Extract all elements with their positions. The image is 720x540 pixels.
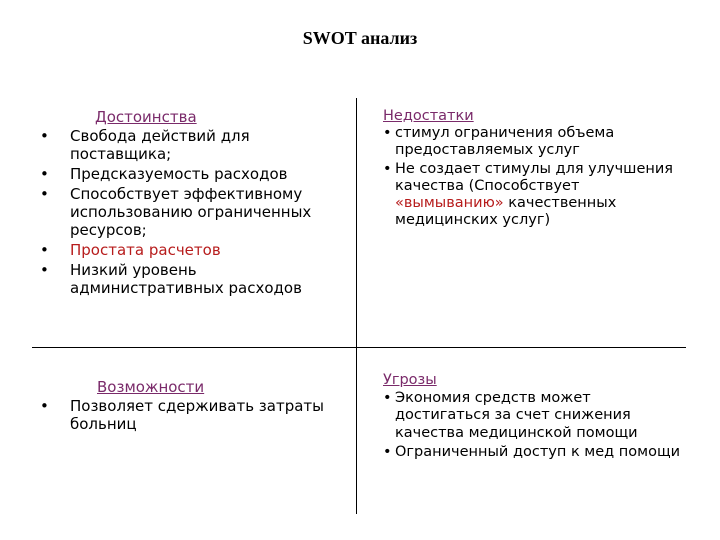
bullet-icon: • xyxy=(40,241,49,259)
list-item: • Свобода действий для поставщика; xyxy=(40,127,250,163)
bullet-icon: • xyxy=(383,389,392,406)
threats-heading: Угрозы xyxy=(383,372,437,388)
page-title: SWOT анализ xyxy=(302,28,418,48)
list-item: • Не создает стимулы для улучшения качества (Способствует «вымыванию» качественных медицинских услуг) xyxy=(383,161,673,228)
bullet-icon: • xyxy=(40,397,49,415)
opportunities-list xyxy=(40,397,350,433)
bullet-icon: • xyxy=(40,261,49,279)
bullet-icon: • xyxy=(383,125,392,141)
opportunities-quadrant xyxy=(40,378,350,435)
bullet-icon: • xyxy=(40,127,49,145)
bullet-icon: • xyxy=(383,444,392,460)
list-item: • Способствует эффективному использованию ограниченных ресурсов; xyxy=(40,185,312,239)
list-item: • Ограниченный доступ к мед помощи xyxy=(383,444,681,460)
strengths-heading: Достоинства xyxy=(95,108,197,126)
list-item: • Позволяет сдерживать затраты больниц xyxy=(40,397,325,433)
horizontal-divider xyxy=(32,347,686,348)
bullet-icon: • xyxy=(383,161,392,177)
strengths-quadrant xyxy=(40,108,350,299)
threats-quadrant xyxy=(383,372,683,462)
opportunities-heading: Возможности xyxy=(97,378,205,396)
list-item: • Предсказуемость расходов xyxy=(40,165,288,183)
bullet-icon: • xyxy=(40,185,49,203)
list-item: • стимул ограничения объема предоставляемых услуг xyxy=(383,125,615,158)
weaknesses-heading: Недостатки xyxy=(383,108,474,124)
bullet-icon: • xyxy=(40,165,49,183)
weaknesses-quadrant xyxy=(383,108,683,229)
list-item: • Простата расчетов xyxy=(40,241,221,259)
list-item: • Низкий уровень административных расходов xyxy=(40,261,302,297)
strengths-list xyxy=(40,127,350,297)
list-item: • Экономия средств может достигаться за счет снижения качества медицинской помощи xyxy=(383,389,638,441)
vertical-divider xyxy=(356,98,357,514)
highlight-text: «вымыванию» xyxy=(395,195,504,211)
